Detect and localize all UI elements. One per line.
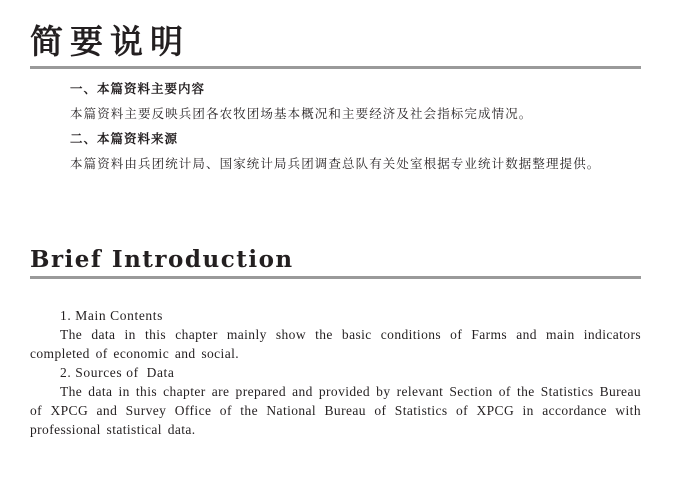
section-text-main-contents-zh: 本篇资料主要反映兵团各农牧团场基本概况和主要经济及社会指标完成情况。 xyxy=(70,106,533,121)
chinese-content xyxy=(30,76,670,176)
section-heading-main-contents-zh: 一、本篇资料主要内容 xyxy=(70,81,206,96)
page-title-chinese: 简要说明 xyxy=(30,22,190,61)
english-content xyxy=(30,306,641,439)
title-divider-english xyxy=(30,276,641,279)
page-title-english: Brief Introduction xyxy=(30,246,294,273)
section-text-sources-zh: 本篇资料由兵团统计局、国家统计局兵团调查总队有关处室根据专业统计数据整理提供。 xyxy=(70,156,601,171)
section-heading-sources-zh: 二、本篇资料来源 xyxy=(70,131,179,146)
title-divider-chinese xyxy=(30,66,641,69)
section-heading-sources-en: 2. Sources of Data xyxy=(60,365,175,380)
section-heading-main-contents-en: 1. Main Contents xyxy=(60,308,163,323)
section-text-main-contents-en: The data in this chapter mainly show the basic conditions of Farms and main indicators completed of economic and social. xyxy=(30,327,641,361)
section-text-sources-en: The data in this chapter are prepared and provided by relevant Section of the Statistics Bureau of XPCG and Survey Office of the National Bureau of Statistics of XPCG in accordance with professional statistical data. xyxy=(30,384,641,437)
